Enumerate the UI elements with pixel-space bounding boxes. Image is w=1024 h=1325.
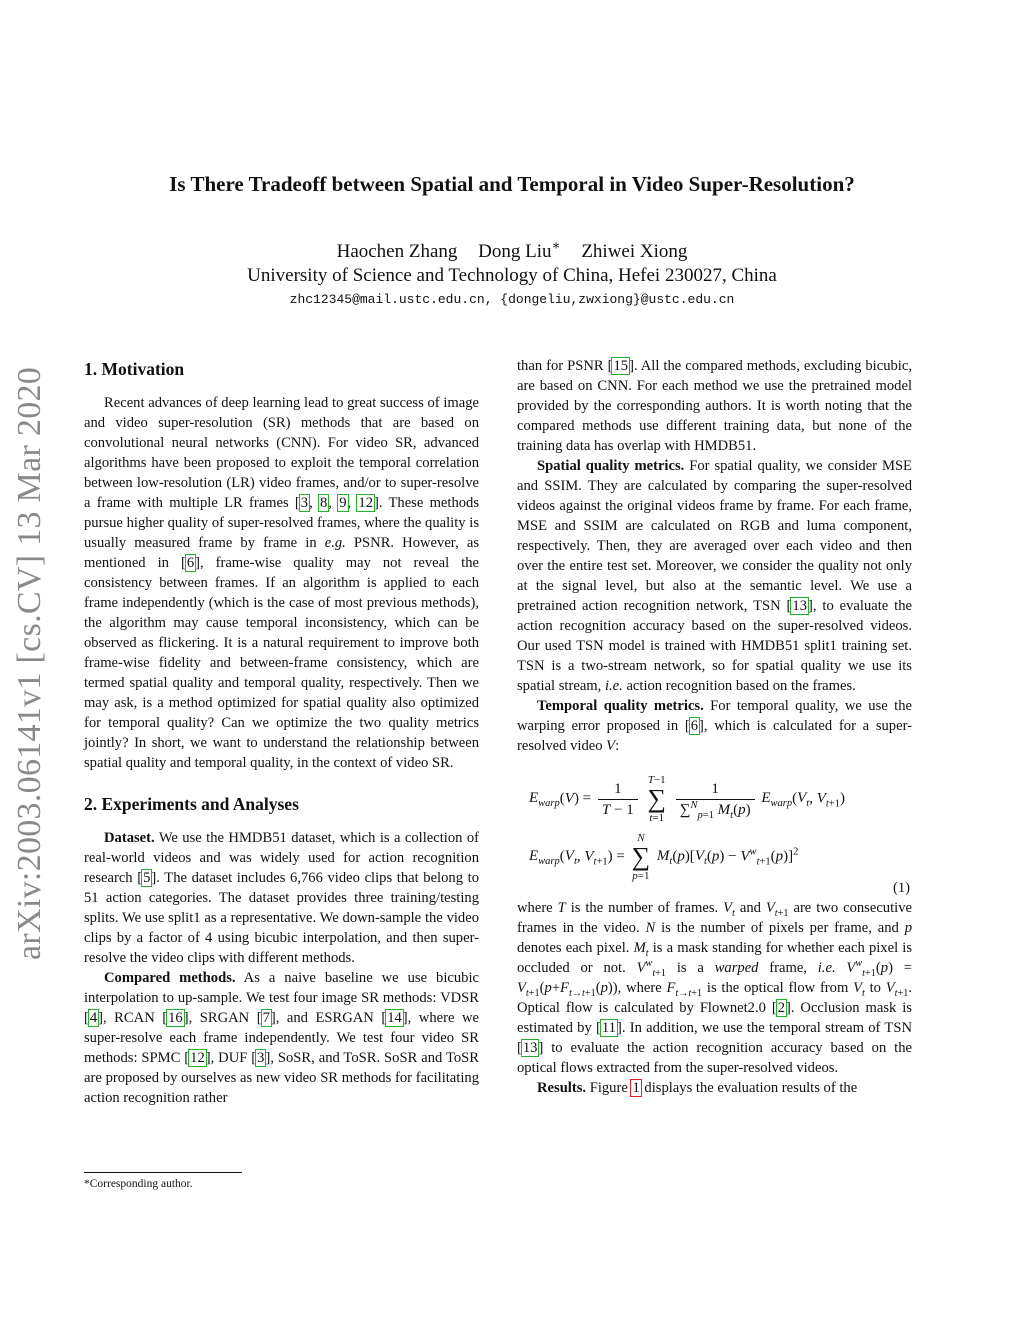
methods-continuation-paragraph: than for PSNR [15]. All the compared methods, excluding bicubic, are based on CNN. For each method we use the pretrained model provided by the corresponding authors. It is worth noting that the compared methods use different training data, but none of the training data has overlap with HMDB51. — [517, 358, 912, 454]
citation-link[interactable]: 3 — [257, 1050, 265, 1066]
author-name: Zhiwei Xiong — [581, 241, 688, 262]
paper-title: Is There Tradeoff between Spatial and Temporal in Video Super-Resolution? — [169, 172, 855, 196]
temporal-metrics-label: Temporal quality metrics. — [537, 698, 704, 714]
spatial-metrics-label: Spatial quality metrics. — [537, 458, 685, 474]
footnote: *Corresponding author. — [84, 1178, 193, 1190]
citation-link[interactable]: 9 — [339, 495, 347, 511]
affiliation: University of Science and Technology of China, Hefei 230027, China — [247, 265, 777, 286]
citation-link[interactable]: 12 — [358, 495, 373, 511]
citation-link[interactable]: 2 — [777, 1000, 785, 1016]
author-name: Haochen Zhang — [336, 241, 458, 262]
footnote-rule — [84, 1172, 242, 1173]
figure-link[interactable]: 1 — [632, 1080, 640, 1096]
equation-line-2: $E_{warp}(V_t$, $V_{t+1}) = N$ ∑ p=1 $M_t(p)[V_t(p) - V^w_{t+1}(p)]^2$ — [529, 832, 799, 882]
citation-link[interactable]: 15 — [613, 358, 629, 374]
equation-explanation-paragraph: where T is the number of frames. $V_t$ and $V_{t+1}$ are two consecutive frames in the video. N is the number of pixels per frame, and p denotes each pixel. $M_t$ is a mask standing for whether each pixel is occluded or not. $V^w_{t+1}$ is a warped frame, i.e. $V^w_{t+1}(p) = V_{t+1}(p+F_{t\to t+1}(p))$, where $F_{t\to t+1}$ is the optical flow from $V_t$ to $V_{t+1}$. Optical flow is calculated by Flownet2.0 [2]. Occlusion mask is estimated by [11]. In addition, we use the temporal stream of TSN [13] to evaluate the action recognition accuracy based on the optical flows extracted from the super-resolved videos. — [517, 900, 913, 1076]
motivation-paragraph: Recent advances of deep learning lead to great success of image and video super-resolution (SR) methods that are based on convolutional neural networks (CNN). For video SR, advanced algorithms have been proposed to exploit the temporal correlation between low-resolution (LR) video frames, and/or to super-resolve a frame with multiple LR frames [3, 8, 9, 12]. These methods pursue higher quality of super-resolved frames, where the quality is usually measured frame by frame in e.g. PSNR. However, as mentioned in [6], frame-wise quality may not reveal the consistency between frames. If an algorithm is applied to each frame independently (which is the case of most previous methods), the algorithm may cause temporal inconsistency, which can be observed as flickering. It is a natural requirement to improve both frame-wise fidelity and between-frame consistency, which are termed spatial quality and temporal quality, respectively. Then we may ask, is a method optimized for spatial quality also optimized for temporal quality? Can we optimize the two quality metrics jointly? In short, we want to understand the relationship between spatial quality and temporal quality, in the context of video SR. — [84, 395, 480, 771]
compared-methods-paragraph: Compared methods. As a naive baseline we use bicubic interpolation to up-sample. We test four image SR methods: VDSR [4], RCAN [16], SRGAN [7], and ESRGAN [14], where we super-resolve each frame independently. We test four video SR methods: SPMC [12], DUF [3], SoSR, and ToSR. SoSR and ToSR are proposed by ourselves as new video SR methods for facilitating action recognition rather — [84, 970, 479, 1106]
section-heading-experiments: 2. Experiments and Analyses — [84, 794, 299, 814]
warping-error-equation — [517, 774, 912, 896]
dataset-paragraph: Dataset. We use the HMDB51 dataset, which is a collection of real-world videos and was widely used for action recognition research [5]. The dataset includes 6,766 video clips that belong to 51 action categories. The dataset provides three training/testing splits. We use split1 as a representative. We down-sample the video clips by a factor of 4 using bicubic interpolation, and then super-resolve the video clips with different methods. — [84, 830, 479, 966]
citation-link[interactable]: 4 — [89, 1010, 98, 1026]
citation-link[interactable]: 11 — [601, 1020, 616, 1036]
citation-link[interactable]: 13 — [522, 1040, 538, 1056]
temporal-metrics-paragraph: Temporal quality metrics. For temporal quality, we use the warping error proposed in [6], which is calculated for a super-resolved video V: — [517, 698, 913, 754]
dataset-label: Dataset. — [104, 830, 155, 846]
section-heading-motivation: 1. Motivation — [84, 359, 185, 379]
citation-link[interactable]: 8 — [320, 495, 328, 511]
left-column — [84, 356, 479, 1108]
citation-link[interactable]: 6 — [690, 718, 699, 734]
citation-link[interactable]: 14 — [387, 1010, 402, 1026]
citation-link[interactable]: 7 — [262, 1010, 270, 1026]
arxiv-identifier-stamp: arXiv:2003.06141v1 [cs.CV] 13 Mar 2020 — [11, 366, 48, 960]
citation-link[interactable]: 16 — [168, 1010, 183, 1026]
results-label: Results. — [537, 1080, 587, 1096]
author-emails: zhc12345@mail.ustc.edu.cn, {dongeliu,zwxiong}@ustc.edu.cn — [289, 292, 735, 307]
equation-line-1: $E_{warp}(V)$ = $\frac{1}{T - 1}$ T−1 ∑ t=1 $\frac{1}{\sum^N_{p=1} M_t(p)}$ $E_{warp}(V_t$, $V_{t+1}$) — [529, 774, 845, 824]
citation-link[interactable]: 3 — [300, 495, 309, 511]
author-list — [0, 237, 1024, 263]
results-paragraph: Results. Figure 1 displays the evaluation results of the — [537, 1080, 858, 1096]
author-name: Dong Liu∗ — [478, 237, 561, 262]
compared-methods-label: Compared methods. — [104, 970, 236, 986]
citation-link[interactable]: 5 — [143, 870, 151, 886]
right-column — [517, 356, 912, 1098]
citation-link[interactable]: 6 — [186, 555, 195, 571]
citation-link[interactable]: 13 — [792, 598, 807, 614]
citation-link[interactable]: 12 — [190, 1050, 205, 1066]
equation-number: (1) — [892, 880, 910, 896]
spatial-metrics-paragraph: Spatial quality metrics. For spatial quality, we consider MSE and SSIM. They are calculated by comparing the super-resolved videos against the original videos frame by frame. For each frame, MSE and SSIM are calculated on RGB and luma component, respectively. Then, they are averaged over each video and then over the entire test set. Moreover, we consider the quality not only at the signal level, but also at the semantic level. We use a pretrained action recognition network, TSN [13], to evaluate the action recognition accuracy based on the super-resolved videos. Our used TSN model is trained with HMDB51 split1 training set. TSN is a two-stream network, so for spatial quality we use its spatial stream, i.e. action recognition based on the frames. — [517, 458, 912, 694]
